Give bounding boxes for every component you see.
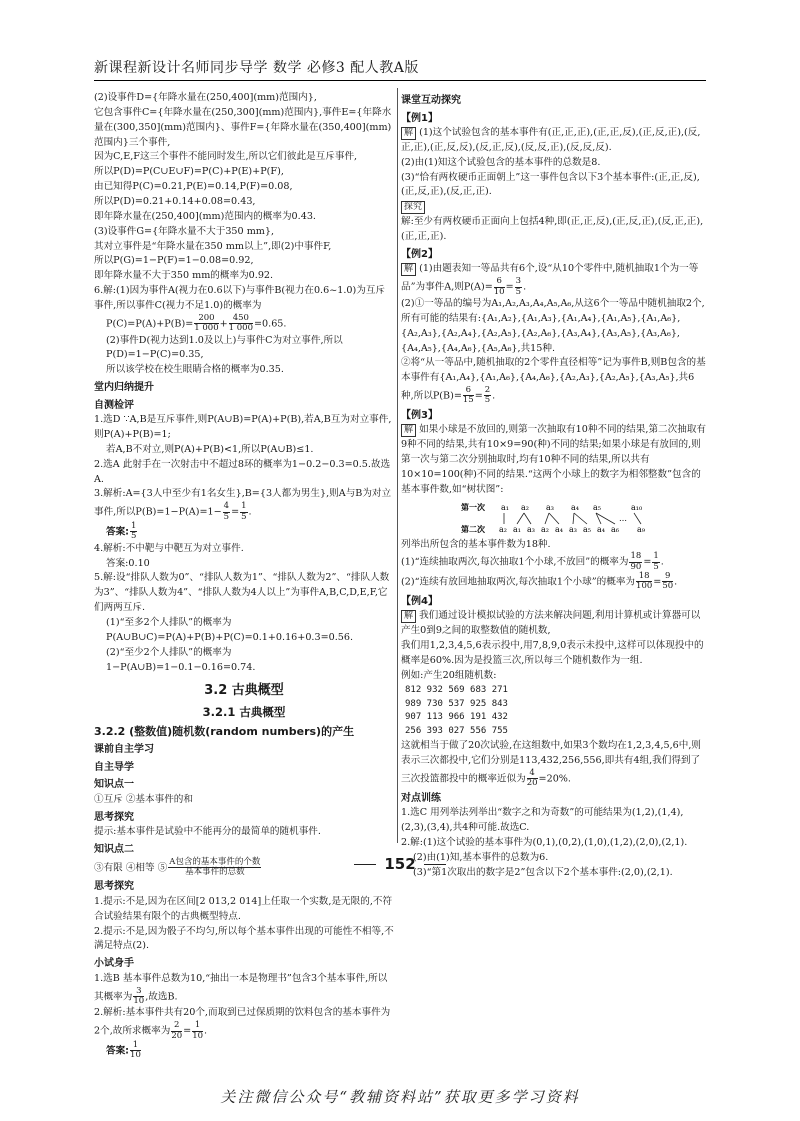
text-line: 所以P(D)=0.21+0.14+0.08=0.43, — [94, 196, 256, 208]
formula-text: . — [248, 506, 252, 518]
text-line: (3)设事件G={年降水量不大于350 mm}, — [94, 225, 275, 237]
text-line: 其对立事件是“年降水量在350 mm以上”,即(2)中事件F, — [94, 240, 332, 252]
formula-text: = — [183, 1025, 192, 1037]
text-line: ②将“从一等品中,随机抽取的2个零件直径相等”记为事件B,则B包含的基本事件有{A₁,A₄},{A₁,A₆},{A₄,A₆},{A₂,A₃},{A₂,A₅},{A₃,A₅},共6种,所以P(B)= $\frac{6}{15}$ = $\frac{2}{5}$ . — [401, 357, 706, 406]
solution-6: 6.解:(1)因为事件A(视力在0.6以下)与事件B(视力在0.6~1.0)为互斥事件,所以事件C(视力不足1.0)的概率为 — [94, 285, 386, 312]
text-line: P(A∪B∪C)=P(A)+P(B)+P(C)=0.1+0.16+0.3=0.56. — [106, 631, 354, 643]
section-heading: 小试身手 — [94, 958, 134, 970]
text-line: 即年降水量不大于350 mm的概率为0.92. — [94, 270, 274, 282]
footer-note: 关注微信公众号“教辅资料站”获取更多学习资料 — [220, 1088, 580, 1106]
text-line: (2)设事件D={年降水量在(250,400](mm)范围内}, — [94, 92, 317, 103]
fraction: $\frac{9}{50}$ — [662, 571, 674, 592]
fraction: $\frac{1}{5}$ — [653, 551, 659, 572]
text-line: 列举出所包含的基本事件数为18种. — [401, 538, 551, 550]
tree-branch — [517, 513, 524, 524]
example-label: 【例2】 — [401, 248, 438, 260]
column-divider — [397, 88, 398, 843]
section-heading: 思考探究 — [94, 811, 134, 823]
tree-branch — [574, 513, 587, 524]
tree-diagram-svg — [461, 501, 661, 535]
left-column — [94, 91, 394, 1061]
example-label: 【例1】 — [401, 112, 438, 124]
tree-node-second: a₅ — [583, 524, 591, 534]
fraction: $\frac{\text{A包含的基本事件的个数}}{\text{基本事件的总数}}$ — [169, 856, 261, 877]
page-number-dash — [424, 864, 446, 865]
answer-2: 2.解:(1)这个试验的基本事件为(0,1),(0,2),(1,0),(1,2),(2,0),(2,1). — [401, 836, 688, 848]
formula-text: ③有限 ④相等 ⑤ — [94, 861, 168, 873]
subsection-title: 3.2.2 (整数值)随机数(random numbers)的产生 — [94, 725, 355, 739]
text-line: (2)“连续有放回地抽取两次,每次抽取1个小球”的概率为 $\frac{18}{100}$ = $\frac{9}{50}$ . — [401, 571, 678, 592]
answer-1: 1.选C 用列举法列举出“数字之和为奇数”的可能结果为(1,2),(1,4),(2,3),(3,4),共4种可能.故选C. — [401, 807, 684, 834]
example-label: 【例3】 — [401, 409, 438, 421]
answer-1: 1.选D ∵A,B是互斥事件,则P(A∪B)=P(A)+P(B),若A,B互为对立事件,则P(A)+P(B)=1; — [94, 414, 392, 441]
text-line: (2)“至少2个人排队”的概率为 — [106, 646, 232, 658]
text-line: ①互斥 ②基本事件的和 — [94, 793, 193, 805]
tree-node-first: a₃ — [546, 502, 554, 512]
text-line: 我们用1,2,3,4,5,6表示投中,用7,8,9,0表示未投中,这样可以体现投中的概率是60%.因为是投篮三次,所以每三个随机数作为一组. — [401, 640, 704, 666]
text-line: (2)事件D(视力达到1.0及以上)与事件C为对立事件,所以P(D)=1−P(C)=0.35, — [106, 334, 343, 361]
section-title: 3.2 古典概型 — [204, 683, 284, 699]
text-line: 1−P(A∪B)=1−0.1−0.16=0.74. — [106, 661, 256, 673]
explore-tag: 探究 — [401, 201, 425, 214]
formula-text: =0.65. — [254, 318, 287, 330]
fraction: $\frac{450}{1 000}$ — [228, 312, 253, 334]
section-heading: 堂内归纳提升 — [94, 382, 154, 394]
text-line: (3)“第1次取出的数字是2”包含以下2个基本事件:(2,0),(2,1). — [413, 866, 673, 878]
text-line: (1)“连续抽取两次,每次抽取1个小球,不放回”的概率为 $\frac{18}{90}$ = $\frac{1}{5}$ . — [401, 551, 664, 572]
text-line: 由已知得P(C)=0.21,P(E)=0.14,P(F)=0.08, — [94, 181, 293, 193]
answer-line — [94, 1041, 394, 1061]
tree-node-first: a₂ — [521, 502, 529, 512]
right-column — [401, 91, 706, 881]
fraction: $\frac{18}{100}$ — [636, 571, 653, 592]
text-line: 这就相当于做了20次试验,在这组数中,如果3个数均在1,2,3,4,5,6中,则表示三次都投中,它们分别是113,432,256,556,即共有4组,我们得到了三次投篮都投中的概率近似为 $\frac{4}{20}$ =20%. — [401, 740, 701, 789]
formula-text: = — [231, 506, 240, 518]
solution-tag: 解 — [401, 424, 416, 437]
fraction: $\frac{3}{5}$ — [515, 276, 522, 297]
tree-ellipsis: … — [619, 513, 627, 523]
text-line: 所以该学校在校生眼睛合格的概率为0.35. — [106, 364, 284, 376]
fraction: $\frac{1}{5}$ — [131, 521, 137, 542]
formula-text: 2.解析:基本事件共有20个,而取到已过保质期的饮料包含的基本事件为2个,故所求概率为 — [94, 1007, 391, 1037]
text-line: 所以P(D)=P(C∪E∪F)=P(C)+P(E)+P(F), — [94, 166, 284, 178]
formula-text: P(C)=P(A)+P(B)= — [106, 318, 194, 330]
tree-node-second: a₁ — [513, 524, 521, 534]
fraction: $\frac{200}{1 000}$ — [194, 312, 219, 334]
answer-3 — [94, 487, 394, 522]
tree-diagram — [461, 501, 706, 535]
fraction: $\frac{2}{5}$ — [484, 385, 491, 406]
page-header: 新课程新设计名师同步导学 数学 必修3 配人教A版 — [94, 60, 419, 76]
text-line: (2)由(1)知,基本事件的总数为6. — [413, 851, 549, 863]
solution-text: 解 (1)这个试验包含的基本事件有(正,正,正),(正,正,反),(正,反,正),(反,正,正),(正,反,反),(反,正,反),(反,反,正),(反,反,反). — [401, 127, 701, 153]
text-line: 提示:基本事件是试验中不能再分的最简单的随机事件. — [94, 826, 321, 838]
solution-tag: 解 — [401, 263, 416, 276]
text-line: (2)由(1)知这个试验包含的基本事件的总数是8. — [401, 156, 601, 168]
tree-branch — [545, 513, 549, 524]
random-number-row: 907 113 966 191 432 — [405, 712, 508, 723]
section-heading: 课前自主学习 — [94, 744, 154, 756]
answer-5: 5.解:设“排队人数为0”、“排队人数为1”、“排队人数为2”、“排队人数为3”、“排队人数为4”、“排队人数为4人以上”为事件A,B,C,D,E,F,它们两两互斥. — [94, 572, 390, 614]
text-line: 即年降水量在(250,400](mm)范围内的概率为0.43. — [94, 210, 316, 222]
tree-node-first: a₄ — [571, 502, 579, 512]
text-line: 2.提示:不是,因为骰子不均匀,所以每个基本事件出现的可能性不相等,不满足特点(2). — [94, 925, 394, 952]
section-heading: 思考探究 — [94, 881, 134, 893]
section-heading: 自测检评 — [94, 399, 134, 411]
fraction: $\frac{4}{20}$ — [526, 768, 538, 789]
tree-node-second: a₆ — [611, 524, 619, 534]
answer-line: 答案:0.10 — [106, 557, 150, 569]
tree-branch — [549, 513, 559, 524]
answer-line — [94, 522, 394, 542]
fraction: $\frac{1}{10}$ — [192, 1020, 204, 1041]
solution-tag: 解 — [401, 127, 416, 140]
tree-node-second: a₂ — [499, 524, 507, 534]
text-line: 1.提示:不是,因为在区间[2 013,2 014]上任取一个实数,是无限的,不符合试验结果有限个的古典概型特点. — [94, 895, 393, 922]
solution-text: 解 如果小球是不放回的,则第一次抽取有10种不同的结果,第二次抽取有9种不同的结果,共有10×9=90(种)不同的结果;如果小球是有放回的,则第一次与第二次分别抽取时,均有10种不同的结果,所以共有10×10=100(种)不同的结果.“这两个小球上的数字为相邻整数”包含的基本事件数,如“树状图”: — [401, 424, 707, 495]
text-line: 因为C,E,F这三个事件不能同时发生,所以它们彼此是互斥事件, — [94, 151, 358, 163]
tree-level-label: 第一次 — [461, 501, 485, 512]
page-number — [0, 853, 800, 876]
text-line: 所以P(G)=1−P(F)=1−0.08=0.92, — [94, 255, 254, 267]
explore-line — [401, 200, 706, 215]
answer-4: 4.解析:不中靶与中靶互为对立事件. — [94, 542, 244, 554]
example-label: 【例4】 — [401, 595, 438, 607]
answer-1 — [94, 972, 394, 1007]
tree-node-first: a₅ — [593, 502, 601, 512]
page-number-text: 152 — [384, 855, 416, 873]
random-number-table — [401, 684, 706, 740]
tree-node-second: a₂ — [541, 524, 549, 534]
formula-text: ,故选B. — [145, 990, 178, 1002]
tree-node-second: a₃ — [527, 524, 535, 534]
text-line: 若A,B不对立,则P(A)+P(B)<1,所以P(A∪B)≤1. — [106, 443, 314, 455]
text-line: (2)①一等品的编号为A₁,A₂,A₃,A₄,A₅,A₆,从这6个一等品中随机抽取2个,所有可能的结果有:{A₁,A₂},{A₁,A₃},{A₁,A₄},{A₁,A₅},{A₁,A₆},{A₂,A₃},{A₂,A₄},{A₂,A₅},{A₂,A₆},{A₃,A₄},{A₃,A₅},{A₃,A₆},{A₄,A₅},{A₄,A₆},{A₅,A₆},共15种. — [401, 297, 705, 354]
random-number-row: 989 730 537 925 843 — [405, 698, 508, 709]
fraction: $\frac{3}{10}$ — [133, 985, 145, 1006]
fraction: $\frac{1}{10}$ — [130, 1039, 141, 1061]
answer-label: 答案: — [106, 526, 130, 538]
section-heading: 自主导学 — [94, 761, 134, 773]
formula-text: 3.解析:A={3人中至少有1名女生},B={3人都为男生},则A与B为对立事件,所以P(B)=1−P(A)=1− — [94, 488, 392, 518]
subsection-title: 3.2.1 古典概型 — [202, 704, 286, 719]
fraction: $\frac{1}{5}$ — [241, 501, 247, 522]
fraction: $\frac{2}{20}$ — [171, 1020, 183, 1041]
formula-text: . — [204, 1025, 208, 1037]
tree-branch — [573, 513, 574, 524]
solution-text: 解 (1)由题表知一等品共有6个,设“从10个零件中,随机抽取1个为一等品”为事件A,则P(A)= $\frac{6}{10}$ = $\frac{3}{5}$ . — [401, 263, 699, 297]
text-line: 解:至少有两枚硬币正面向上包括4种,即(正,正,反),(正,反,正),(反,正,正),(正,正,正). — [401, 216, 704, 243]
section-heading: 课堂互动探究 — [401, 95, 461, 106]
page-number-dash — [354, 864, 376, 865]
formula-line — [94, 314, 394, 334]
fraction: $\frac{4}{5}$ — [223, 501, 230, 522]
text-line: (3)“恰有两枚硬币正面朝上”这一事件包含以下3个基本事件:(正,正,反),(正,反,正),(反,正,正). — [401, 171, 700, 198]
answer-2 — [94, 1006, 394, 1041]
random-number-row: 812 932 569 683 271 — [405, 684, 508, 695]
tree-node-second: a₄ — [555, 524, 563, 534]
section-heading: 对点训练 — [401, 792, 441, 804]
text-line: (1)“至多2个人排队”的概率为 — [106, 616, 232, 628]
tree-level-label: 第二次 — [461, 523, 485, 534]
text-line: 例如:产生20组随机数: — [401, 669, 497, 681]
random-number-row: 256 393 027 556 755 — [405, 726, 508, 737]
tree-node-first: a₁ — [501, 502, 509, 512]
text-line: 它包含事件C={年降水量在(250,300](mm)范围内},事件E={年降水量在(300,350](mm)范围内}、事件F={年降水量在(350,400](mm)范围内}三个事件, — [94, 106, 392, 148]
answer-label: 答案: — [106, 1045, 130, 1057]
tree-node-first: a₁₀ — [631, 502, 643, 512]
knowledge-point: 知识点一 — [94, 779, 134, 791]
answer-2: 2.选A 此射手在一次射击中不超过8环的概率为1−0.2−0.3=0.5.故选A. — [94, 458, 391, 485]
tree-node-second: a₃ — [569, 524, 577, 534]
tree-branch — [524, 513, 531, 524]
solution-text: 解 我们通过设计模拟试验的方法来解决问题,利用计算机或计算器可以产生0到9之间的取整数值的随机数, — [401, 610, 701, 637]
header-rule — [94, 80, 706, 81]
formula-text: 1.选B 基本事件总数为10,“抽出一本是物理书”包含3个基本事件,所以其概率为 — [94, 972, 388, 1002]
knowledge-point: 知识点二 — [94, 844, 134, 856]
tree-node-second: a₉ — [637, 524, 645, 534]
tree-node-second: a₄ — [597, 524, 605, 534]
solution-tag: 解 — [401, 610, 416, 623]
tree-branch — [634, 513, 641, 524]
formula-text: + — [219, 318, 228, 330]
fraction: $\frac{18}{90}$ — [630, 551, 642, 572]
fraction: $\frac{6}{15}$ — [462, 385, 474, 406]
fraction: $\frac{6}{10}$ — [493, 276, 505, 297]
